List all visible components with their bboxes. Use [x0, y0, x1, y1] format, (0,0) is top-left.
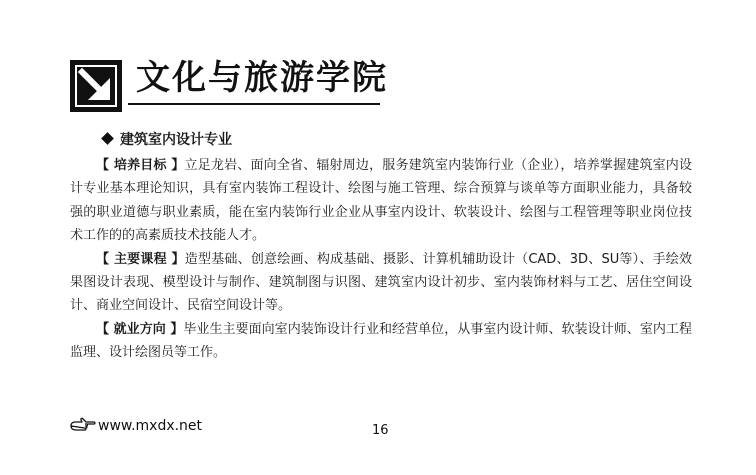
section-heading: [103, 130, 232, 150]
page-number: 16: [372, 423, 389, 438]
pointing-hand-icon: [70, 417, 96, 433]
paragraph-text: 造型基础、创意绘画、构成基础、摄影、计算机辅助设计（CAD、3D、SU等）、手绘效果图设计表现、模型设计与制作、建筑制图与识图、建筑室内设计初步、室内装饰材料与工艺、居住空间设计、商业空间设计、民宿空间设计等。: [70, 251, 692, 314]
title-underline: [128, 103, 380, 105]
paragraph-career-direction: [70, 318, 692, 365]
program-description: [70, 154, 692, 365]
paragraph-text: 毕业生主要面向室内装饰设计行业和经营单位，从事室内设计师、软装设计师、室内工程监理、设计绘图员等工作。: [70, 321, 692, 361]
page-title: 文化与旅游学院: [136, 58, 388, 98]
paragraph-main-courses: [70, 248, 692, 318]
paragraph-training-goal: [70, 154, 692, 248]
paragraph-tag: 【 就业方向 】: [96, 321, 184, 337]
diamond-bullet-icon: [101, 132, 114, 145]
logo-arrow-down-right-icon: [70, 60, 122, 112]
footer-website-link[interactable]: [70, 416, 202, 436]
paragraph-tag: 【 培养目标 】: [96, 158, 185, 173]
paragraph-text: 立足龙岩、面向全省、辐射周边，服务建筑室内装饰行业（企业），培养掌握建筑室内设计专业基本理论知识，具有室内装饰工程设计、绘图与施工管理、综合预算与谈单等方面职业能力，具备较强的职业道德与职业素质，能在室内装饰行业企业从事室内设计、软装设计、绘图与工程管理等职业岗位技术工作的的高素质技术技能人才。: [70, 158, 692, 244]
footer-website-text: www.mxdx.net: [98, 418, 203, 434]
paragraph-tag: 【 主要课程 】: [96, 251, 185, 267]
section-heading-text: 建筑室内设计专业: [120, 132, 232, 148]
